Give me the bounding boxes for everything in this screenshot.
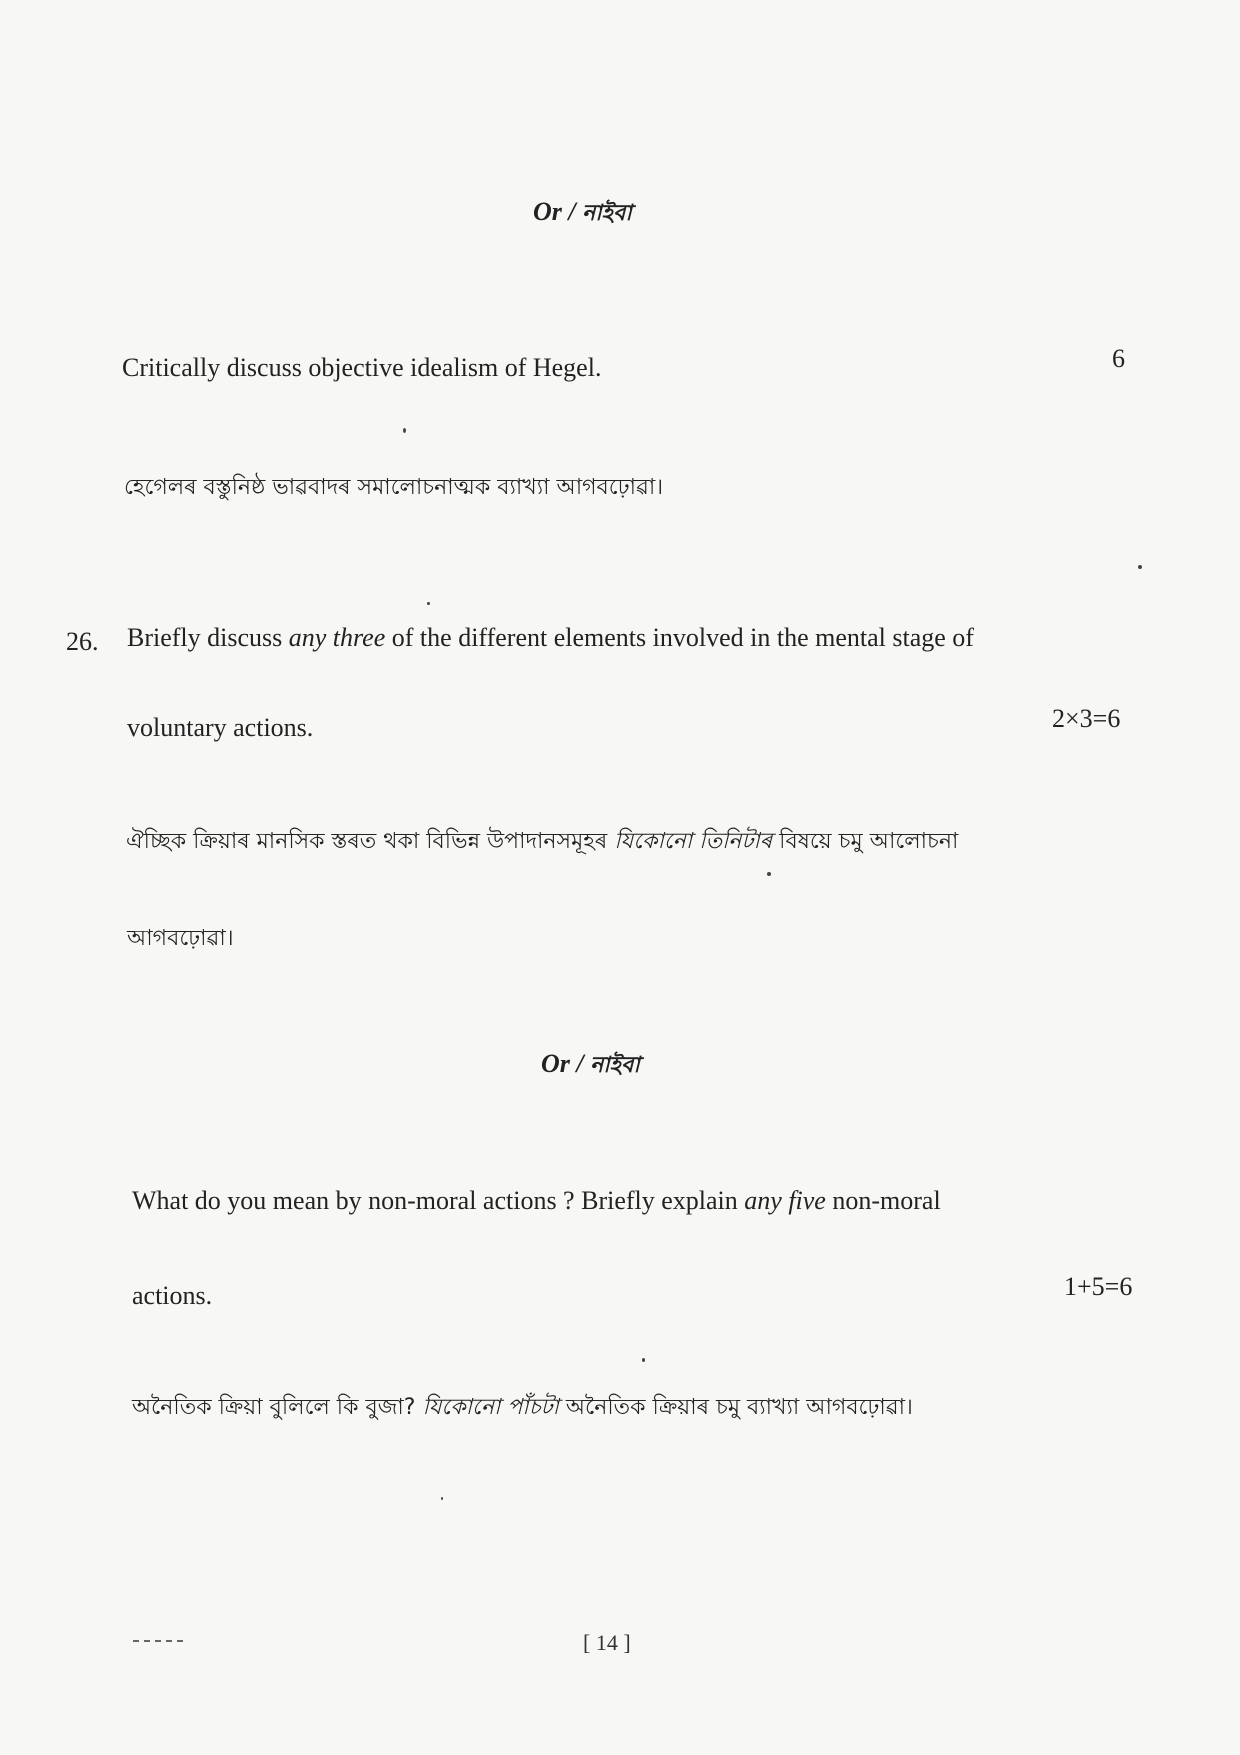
or-divider-1: Or / নাইবা xyxy=(533,197,632,226)
page-number: [ 14 ] xyxy=(583,1630,631,1655)
or-divider-2: Or / নাইবা xyxy=(541,1049,640,1078)
scan-speck xyxy=(767,872,771,876)
question-number: 26. xyxy=(66,627,99,656)
emphasis-any-five-assamese: যিকোনো পাঁচটা xyxy=(422,1395,559,1420)
scan-speck xyxy=(642,1358,645,1362)
question-text-english: Critically discuss objective idealism of Hegel. xyxy=(122,353,602,382)
question-text-english-line2: voluntary actions. xyxy=(127,713,314,742)
question-marks: 1+5=6 xyxy=(1064,1272,1133,1301)
emphasis-any-five: any five xyxy=(744,1186,826,1215)
footer-code-mark xyxy=(133,1640,183,1644)
emphasis-any-three-assamese: যিকোনো তিনিটাৰ xyxy=(614,829,773,854)
question-text-assamese: হেগেলৰ বস্তুনিষ্ঠ ভাৱবাদৰ সমালোচনাত্মক ব্যাখ্যা আগবঢ়োৱা। xyxy=(124,475,664,500)
or-english: Or xyxy=(541,1049,570,1078)
question-text-english-line1: Briefly discuss any three of the different elements involved in the mental stage of xyxy=(127,623,974,652)
or-english: Or xyxy=(533,197,562,226)
question-text-assamese-line2: আগবঢ়োৱা। xyxy=(127,926,234,951)
or-assamese: নাইবা xyxy=(590,1053,640,1078)
question-text-english-line2: actions. xyxy=(132,1281,213,1310)
scan-speck xyxy=(1138,565,1142,569)
question-marks: 6 xyxy=(1112,344,1125,373)
scan-speck xyxy=(403,428,406,433)
question-text-assamese-line1: ঐচ্ছিক ক্রিয়াৰ মানসিক স্তৰত থকা বিভিন্ন উপাদানসমূহৰ যিকোনো তিনিটাৰ বিষয়ে চমু আলোচনা xyxy=(126,829,959,854)
question-text-assamese: অনৈতিক ক্রিয়া বুলিলে কি বুজা? যিকোনো পাঁচটা অনৈতিক ক্রিয়াৰ চমু ব্যাখ্যা আগবঢ়োৱা। xyxy=(132,1395,913,1420)
question-marks: 2×3=6 xyxy=(1052,704,1121,733)
question-text-english-line1: What do you mean by non-moral actions ? Briefly explain any five non-moral xyxy=(132,1186,941,1215)
or-assamese: নাইবা xyxy=(582,201,632,226)
scan-speck xyxy=(441,1497,443,1500)
emphasis-any-three: any three xyxy=(288,623,386,652)
scan-speck xyxy=(427,602,430,605)
